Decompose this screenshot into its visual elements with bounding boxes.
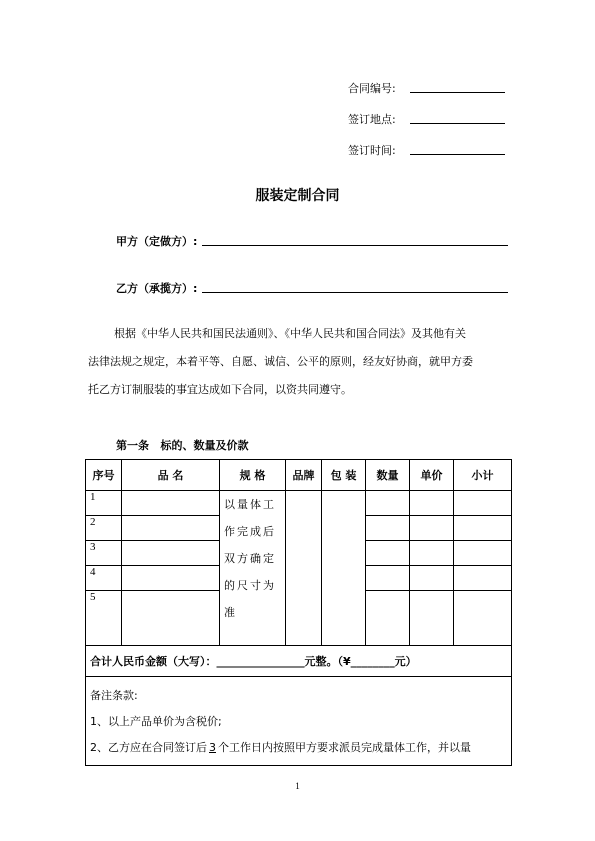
page-title: 服装定制合同 (255, 188, 340, 204)
subtotal-cell[interactable] (454, 591, 512, 646)
total-row (86, 646, 512, 677)
quantity-cell[interactable] (366, 491, 410, 516)
contract-number-line (410, 92, 505, 93)
row-index: 2 (86, 516, 122, 541)
page-number: 1 (295, 781, 300, 791)
note-2-days: 3 (209, 741, 216, 754)
spec-line: 双方确定 (224, 552, 276, 565)
product-name-cell[interactable] (122, 541, 220, 566)
quantity-cell[interactable] (366, 516, 410, 541)
party-a-label: 甲方（定做方）: (116, 235, 198, 248)
subtotal-cell[interactable] (454, 566, 512, 591)
header-subtotal: 小计 (454, 460, 512, 491)
row-index: 4 (86, 566, 122, 591)
total-amount-text: 合计人民币金额（大写）：________________元整。（¥________元） (86, 646, 512, 677)
header-product-name: 品 名 (122, 460, 220, 491)
row-index: 5 (86, 591, 122, 646)
spec-line: 的尺寸为 (224, 579, 276, 592)
subtotal-cell[interactable] (454, 491, 512, 516)
unit-price-cell[interactable] (410, 566, 454, 591)
notes-row (86, 677, 512, 766)
party-a-line (202, 245, 508, 246)
party-b-label: 乙方（承揽方）: (116, 282, 198, 295)
packaging-cell[interactable] (322, 491, 366, 646)
goods-table (85, 459, 512, 766)
subtotal-cell[interactable] (454, 541, 512, 566)
contract-number-label: 合同编号: (348, 82, 396, 95)
intro-line-2: 法律法规之规定，本着平等、自愿、诚信、公平的原则，经友好协商，就甲方委 (88, 355, 473, 368)
header-unit-price: 单价 (410, 460, 454, 491)
sign-time-line (410, 154, 505, 155)
header-index: 序号 (86, 460, 122, 491)
sign-time-label: 签订时间: (348, 144, 396, 157)
product-name-cell[interactable] (122, 566, 220, 591)
spec-cell (220, 491, 286, 646)
note-2-suffix: 个工作日内按照甲方要求派员完成量体工作，并以量 (218, 741, 471, 754)
spec-line: 准 (224, 606, 237, 619)
unit-price-cell[interactable] (410, 491, 454, 516)
intro-line-1: 根据《中华人民共和国民法通则》、《中华人民共和国合同法》及其他有关 (114, 327, 466, 340)
sign-place-label: 签订地点: (348, 113, 396, 126)
intro-paragraph (88, 320, 518, 404)
product-name-cell[interactable] (122, 516, 220, 541)
note-2 (90, 735, 507, 761)
table-header-row (86, 460, 512, 491)
spec-line: 以量体工 (224, 498, 276, 511)
brand-cell[interactable] (286, 491, 322, 646)
intro-line-3: 托乙方订制服装的事宜达成如下合同，以资共同遵守。 (88, 383, 352, 396)
note-1: 1、以上产品单价为含税价; (90, 715, 222, 728)
header-spec: 规 格 (220, 460, 286, 491)
header-brand: 品牌 (286, 460, 322, 491)
party-b-line (202, 292, 508, 293)
header-quantity: 数量 (366, 460, 410, 491)
table-row (86, 491, 512, 516)
notes-title: 备注条款: (90, 689, 138, 702)
unit-price-cell[interactable] (410, 541, 454, 566)
quantity-cell[interactable] (366, 566, 410, 591)
section-1-title: 第一条 标的、数量及价款 (116, 439, 249, 452)
product-name-cell[interactable] (122, 491, 220, 516)
unit-price-cell[interactable] (410, 516, 454, 541)
product-name-cell[interactable] (122, 591, 220, 646)
quantity-cell[interactable] (366, 591, 410, 646)
row-index: 1 (86, 491, 122, 516)
row-index: 3 (86, 541, 122, 566)
spec-line: 作完成后 (224, 525, 276, 538)
quantity-cell[interactable] (366, 541, 410, 566)
header-packaging: 包 装 (322, 460, 366, 491)
sign-place-line (410, 123, 505, 124)
note-2-prefix: 2、乙方应在合同签订后 (90, 741, 207, 754)
notes-cell (86, 677, 512, 766)
subtotal-cell[interactable] (454, 516, 512, 541)
unit-price-cell[interactable] (410, 591, 454, 646)
